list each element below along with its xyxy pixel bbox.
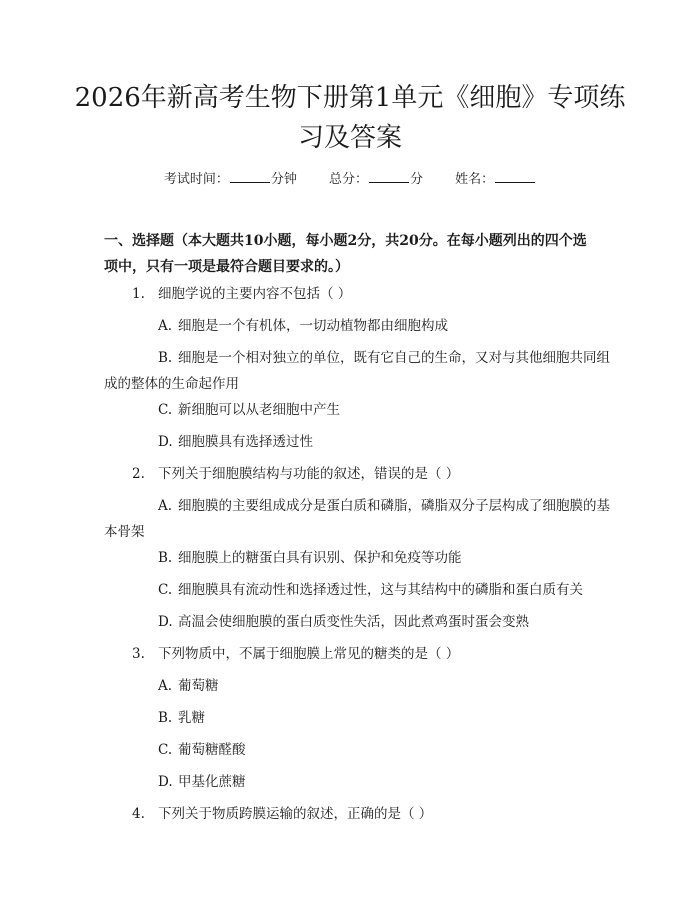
q3-option-b: B. 乳糖 xyxy=(158,710,205,726)
document-title: 2026年新高考生物下册第1单元《细胞》专项练习及答案 xyxy=(74,83,626,153)
q3-option-c: C. 葡萄糖醛酸 xyxy=(158,742,246,758)
question-1 xyxy=(132,281,351,307)
question-number: 2. xyxy=(132,466,145,482)
q3-option-d: D. 甲基化蔗糖 xyxy=(158,774,246,790)
question-3 xyxy=(132,641,459,667)
q1-option-c: C. 新细胞可以从老细胞中产生 xyxy=(158,402,340,418)
question-stem: 下列关于物质跨膜运输的叙述，正确的是（ ） xyxy=(158,806,433,822)
q3-option-a: A. 葡萄糖 xyxy=(158,678,219,694)
q2-option-b: B. 细胞膜上的糖蛋白具有识别、保护和免疫等功能 xyxy=(158,550,462,566)
exam-info-row xyxy=(0,168,700,187)
exam-time: 考试时间： 分钟 xyxy=(163,172,297,187)
question-4 xyxy=(132,801,432,827)
question-number: 1. xyxy=(132,286,145,302)
question-number: 4. xyxy=(132,806,145,822)
q1-option-d: D. 细胞膜具有选择透过性 xyxy=(158,434,313,450)
student-name: 姓名： xyxy=(455,172,536,187)
q2-option-c: C. 细胞膜具有流动性和选择透过性，这与其结构中的磷脂和蛋白质有关 xyxy=(158,582,583,598)
score-blank xyxy=(369,170,409,183)
total-score: 总分： 分 xyxy=(328,172,424,187)
question-stem: 细胞学说的主要内容不包括（ ） xyxy=(158,286,352,302)
question-number: 3. xyxy=(132,646,145,662)
q2-option-a: A. 细胞膜的主要组成成分是蛋白质和磷脂，磷脂双分子层构成了细胞膜的基本骨架 xyxy=(104,498,610,540)
q2-option-d: D. 高温会使细胞膜的蛋白质变性失活，因此煮鸡蛋时蛋会变熟 xyxy=(158,614,529,630)
question-stem: 下列关于细胞膜结构与功能的叙述，错误的是（ ） xyxy=(158,466,460,482)
name-blank xyxy=(495,170,535,183)
section-heading: 一、选择题（本大题共10小题，每小题2分，共20分。在每小题列出的四个选项中，只有一项是最符合题目要求的。） xyxy=(104,233,587,275)
question-2 xyxy=(132,461,459,487)
q1-option-b: B. 细胞是一个相对独立的单位，既有它自己的生命，又对与其他细胞共同组成的整体的生命起作用 xyxy=(104,350,610,392)
time-blank xyxy=(230,170,270,183)
question-stem: 下列物质中，不属于细胞膜上常见的糖类的是（ ） xyxy=(158,646,460,662)
q1-option-a: A. 细胞是一个有机体，一切动植物都由细胞构成 xyxy=(158,318,448,334)
